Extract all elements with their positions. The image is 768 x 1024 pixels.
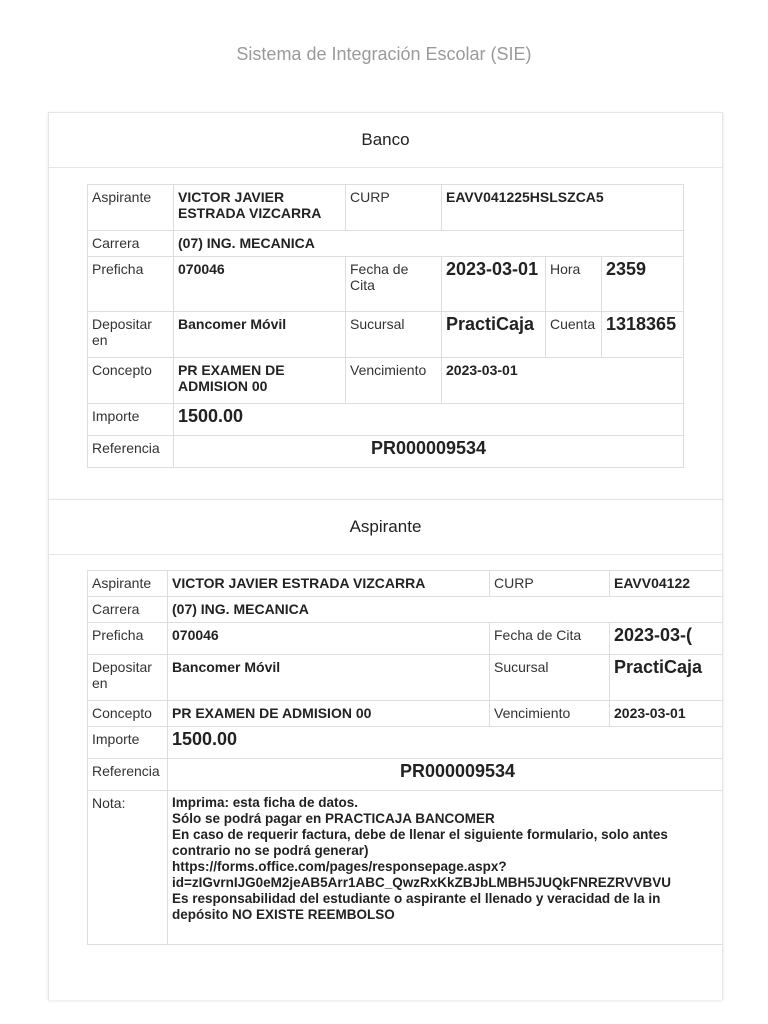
banco-card bbox=[48, 112, 723, 500]
importe-value: 1500.00 bbox=[174, 404, 684, 436]
concepto-label: Concepto bbox=[88, 701, 168, 727]
concepto-label: Concepto bbox=[88, 358, 174, 404]
aspirante-value: VICTOR JAVIER ESTRADA VIZCARRA bbox=[168, 571, 490, 597]
fecha-cita-value: 2023-03-( bbox=[610, 623, 724, 655]
importe-value: 1500.00 bbox=[168, 727, 724, 759]
carrera-value: (07) ING. MECANICA bbox=[174, 231, 684, 257]
preficha-value: 070046 bbox=[174, 257, 346, 312]
table-row bbox=[88, 623, 724, 655]
preficha-label: Preficha bbox=[88, 257, 174, 312]
sucursal-label: Sucursal bbox=[346, 312, 442, 358]
vencimiento-value: 2023-03-01 bbox=[442, 358, 684, 404]
table-row bbox=[88, 404, 684, 436]
concepto-value: PR EXAMEN DE ADMISION 00 bbox=[168, 701, 490, 727]
table-row bbox=[88, 759, 724, 791]
hora-value: 2359 bbox=[602, 257, 684, 312]
aspirante-label: Aspirante bbox=[88, 571, 168, 597]
nota-line: depósito NO EXISTE REEMBOLSO bbox=[172, 907, 395, 922]
sucursal-label: Sucursal bbox=[490, 655, 610, 701]
aspirante-table bbox=[87, 570, 723, 945]
curp-label: CURP bbox=[346, 185, 442, 231]
importe-label: Importe bbox=[88, 404, 174, 436]
table-row bbox=[88, 655, 724, 701]
aspirante-card bbox=[48, 499, 723, 1000]
nota-value bbox=[168, 791, 724, 945]
nota-line: En caso de requerir factura, debe de llenar el siguiente formulario, solo antes bbox=[172, 827, 668, 842]
fecha-cita-label: Fecha de Cita bbox=[346, 257, 442, 312]
nota-line: Sólo se podrá pagar en PRACTICAJA BANCOMER bbox=[172, 811, 495, 826]
concepto-value: PR EXAMEN DE ADMISION 00 bbox=[174, 358, 346, 404]
table-row bbox=[88, 727, 724, 759]
table-row bbox=[88, 257, 684, 312]
depositar-value: Bancomer Móvil bbox=[168, 655, 490, 701]
carrera-value: (07) ING. MECANICA bbox=[168, 597, 724, 623]
curp-value: EAVV041225HSLSZCA5 bbox=[442, 185, 684, 231]
form-link[interactable]: https://forms.office.com/pages/responsepage.aspx? bbox=[172, 859, 507, 874]
depositar-label: Depositar en bbox=[88, 312, 174, 358]
fecha-cita-label: Fecha de Cita bbox=[490, 623, 610, 655]
importe-label: Importe bbox=[88, 727, 168, 759]
table-row bbox=[88, 436, 684, 468]
vencimiento-label: Vencimiento bbox=[346, 358, 442, 404]
vencimiento-label: Vencimiento bbox=[490, 701, 610, 727]
nota-line: contrario no se podrá generar) bbox=[172, 843, 369, 858]
table-row bbox=[88, 597, 724, 623]
carrera-label: Carrera bbox=[88, 597, 168, 623]
banco-heading: Banco bbox=[49, 113, 722, 168]
referencia-value: PR000009534 bbox=[174, 436, 684, 468]
referencia-label: Referencia bbox=[88, 436, 174, 468]
table-row bbox=[88, 312, 684, 358]
depositar-label: Depositar en bbox=[88, 655, 168, 701]
hora-label: Hora bbox=[546, 257, 602, 312]
table-row bbox=[88, 701, 724, 727]
cuenta-value: 1318365 bbox=[602, 312, 684, 358]
table-row bbox=[88, 358, 684, 404]
nota-label: Nota: bbox=[88, 791, 168, 945]
vencimiento-value: 2023-03-01 bbox=[610, 701, 724, 727]
curp-label: CURP bbox=[490, 571, 610, 597]
table-row bbox=[88, 571, 724, 597]
nota-line: Es responsabilidad del estudiante o aspirante el llenado y veracidad de la in bbox=[172, 891, 661, 906]
curp-value: EAVV04122 bbox=[610, 571, 724, 597]
nota-line: Imprima: esta ficha de datos. bbox=[172, 795, 359, 810]
table-row bbox=[88, 185, 684, 231]
cuenta-label: Cuenta bbox=[546, 312, 602, 358]
referencia-value: PR000009534 bbox=[168, 759, 724, 791]
carrera-label: Carrera bbox=[88, 231, 174, 257]
preficha-value: 070046 bbox=[168, 623, 490, 655]
sucursal-value: PractiCaja bbox=[610, 655, 724, 701]
referencia-label: Referencia bbox=[88, 759, 168, 791]
sucursal-value: PractiCaja bbox=[442, 312, 546, 358]
aspirante-value: VICTOR JAVIER ESTRADA VIZCARRA bbox=[174, 185, 346, 231]
fecha-cita-value: 2023-03-01 bbox=[442, 257, 546, 312]
form-link[interactable]: id=zIGvrnIJG0eM2jeAB5Arr1ABC_QwzRxKkZBJbLMBH5JUQkFNREZRVVBVU bbox=[172, 875, 671, 890]
table-row bbox=[88, 791, 724, 945]
depositar-value: Bancomer Móvil bbox=[174, 312, 346, 358]
banco-table bbox=[87, 184, 684, 468]
preficha-label: Preficha bbox=[88, 623, 168, 655]
app-title: Sistema de Integración Escolar (SIE) bbox=[236, 44, 532, 64]
table-row bbox=[88, 231, 684, 257]
aspirante-label: Aspirante bbox=[88, 185, 174, 231]
aspirante-heading: Aspirante bbox=[49, 500, 722, 555]
